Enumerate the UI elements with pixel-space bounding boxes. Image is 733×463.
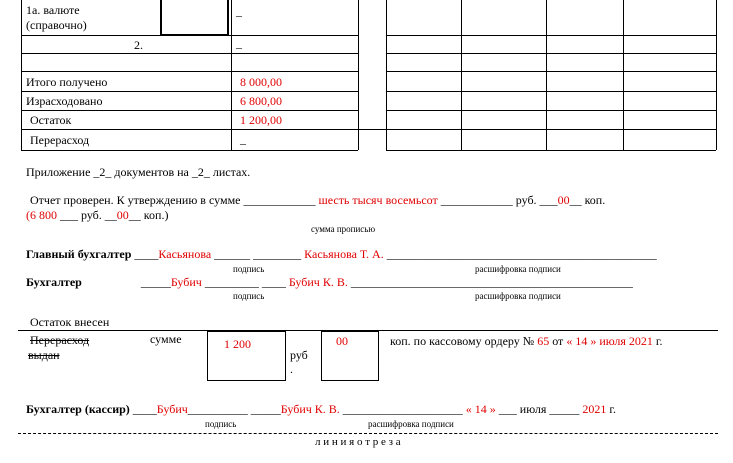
- table-border: [546, 0, 547, 150]
- row-label: Итого получено: [26, 75, 108, 89]
- amount-words-caption: сумма прописью: [311, 224, 376, 234]
- row-value: –: [236, 40, 242, 54]
- verified-kop-2: 00: [116, 208, 129, 222]
- table-border: [21, 0, 22, 150]
- sum-label: сумме: [150, 332, 182, 346]
- underscore: _____: [140, 275, 171, 289]
- row-label: 2.: [134, 38, 143, 52]
- decode-caption: расшифровка подписи: [475, 291, 561, 301]
- cashier-date-mid: ___ июля _____: [498, 402, 580, 416]
- table-border: [358, 0, 359, 150]
- kop-amount: 00: [336, 334, 348, 348]
- verified-suffix: ____________ руб. ___: [440, 193, 558, 207]
- table-border: [623, 0, 624, 150]
- table-border: [716, 0, 717, 150]
- underscore: __________ _____: [187, 402, 281, 416]
- order-number: 65: [537, 334, 550, 348]
- accountant-line: [26, 275, 633, 290]
- row-label: 1а. валюте: [26, 3, 80, 17]
- row-value: 6 800,00: [240, 94, 282, 108]
- verified-rub: (6 800: [26, 208, 57, 222]
- cut-line-label: л и н и я о т р е з а: [315, 436, 401, 448]
- cashier-label: Бухгалтер (кассир): [26, 402, 130, 416]
- row-label: Остаток: [30, 113, 72, 127]
- cashier-signature: Бубич: [156, 402, 188, 416]
- table-border: [461, 0, 462, 150]
- verified-line: [30, 193, 605, 208]
- decode-caption: расшифровка подписи: [475, 264, 561, 274]
- row-value: 8 000,00: [240, 75, 282, 89]
- sign-caption: подпись: [233, 291, 265, 301]
- verified-line-2: [26, 208, 168, 223]
- balance-struck-1: Перерасход: [30, 333, 90, 347]
- row-value: –: [240, 136, 246, 150]
- balance-struck-2: выдан: [28, 348, 60, 362]
- cashier-year-suffix: г.: [609, 402, 616, 416]
- code-box: [160, 0, 229, 36]
- verified-amount-words: шесть тысяч восемьсот: [318, 193, 438, 207]
- underscore: ______ ________: [214, 247, 302, 261]
- accountant-name: Бубич К. В.: [288, 275, 348, 289]
- underscore: _____________________________________________: [386, 247, 657, 261]
- rub-dot: .: [290, 362, 293, 376]
- verified-end: __ коп.): [128, 208, 169, 222]
- row-label: (справочно): [26, 18, 87, 32]
- underscore: ____: [134, 247, 159, 261]
- kop-box: [321, 331, 379, 381]
- verified-prefix: Отчет проверен. К утверждению в сумме ____________: [30, 193, 316, 207]
- verified-rest: ___ руб. __: [60, 208, 117, 222]
- chief-accountant-name: Касьянова Т. А.: [304, 247, 384, 261]
- chief-accountant-line: [26, 247, 657, 262]
- cashier-name: Бубич К. В.: [280, 402, 340, 416]
- underscore: ____: [132, 402, 157, 416]
- underscore: _________ ____: [204, 275, 286, 289]
- table-border: [231, 0, 232, 150]
- underscore: _______________________________________________: [350, 275, 633, 289]
- order-line: [390, 334, 663, 349]
- rub-label: руб: [290, 348, 308, 362]
- sign-caption: подпись: [205, 419, 237, 429]
- order-year-suffix: г.: [655, 334, 663, 348]
- table-border: [386, 0, 387, 150]
- accountant-signature: Бубич: [170, 275, 202, 289]
- attachments-line: Приложение _2_ документов на _2_ листах.: [26, 165, 251, 179]
- order-from: от: [552, 334, 564, 348]
- underscore: ____________________: [342, 402, 463, 416]
- cashier-line: [26, 402, 616, 417]
- cashier-year: 2021: [582, 402, 607, 416]
- verified-kop-suffix: __ коп.: [569, 193, 606, 207]
- chief-accountant-signature: Касьянова: [158, 247, 212, 261]
- cashier-date-day: « 14 »: [465, 402, 496, 416]
- order-text: коп. по кассовому ордеру №: [390, 334, 535, 348]
- decode-caption: расшифровка подписи: [368, 419, 454, 429]
- row-value: 1 200,00: [240, 113, 282, 127]
- row-label: Перерасход: [30, 133, 90, 147]
- verified-kop: 00: [557, 193, 570, 207]
- sign-caption: подпись: [233, 264, 265, 274]
- accountant-label: Бухгалтер: [26, 275, 82, 289]
- cut-line: [18, 433, 718, 434]
- balance-title: Остаток внесен: [30, 315, 110, 329]
- order-date: « 14 » июля 2021: [566, 334, 653, 348]
- row-value: –: [236, 8, 242, 22]
- chief-accountant-label: Главный бухгалтер: [26, 247, 132, 261]
- rub-amount: 1 200: [224, 337, 251, 351]
- row-label: Израсходовано: [26, 94, 103, 108]
